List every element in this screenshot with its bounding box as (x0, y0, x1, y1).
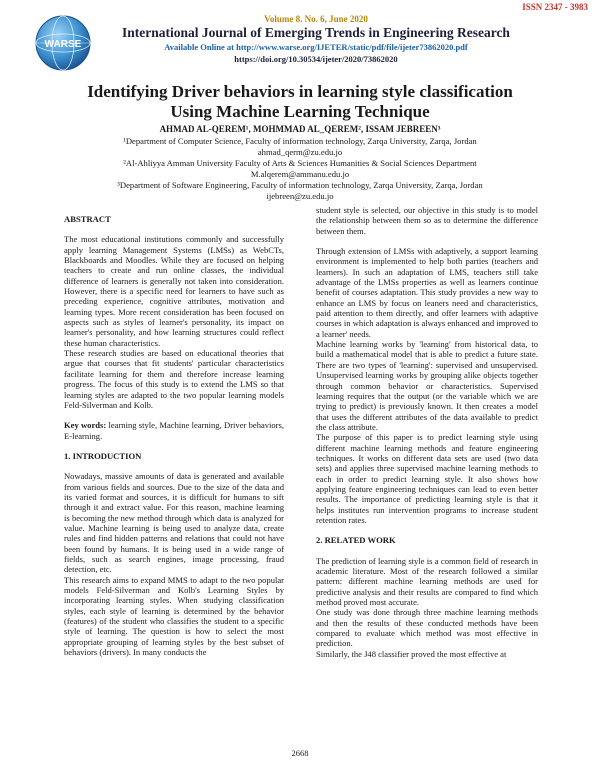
paper-title (40, 82, 560, 122)
doi-link[interactable]: https://doi.org/10.30534/ijeter/2020/73862020 (234, 54, 398, 64)
related-paragraph-3: Similarly, the J48 classifier proved the most effective at (316, 648, 507, 659)
warse-globe-logo-icon (34, 14, 92, 72)
keywords (64, 420, 284, 441)
affiliation-3-email[interactable]: ijebreen@zu.edu.jo (266, 190, 334, 201)
introduction-heading: 1. INTRODUCTION (64, 450, 142, 461)
affiliation-3-text: ³Department of Software Engineering, Faculty of information technology, Zarqa University, Zarqa, Jordan (117, 180, 483, 190)
affiliation-2 (40, 158, 560, 179)
affiliation-1 (40, 136, 560, 157)
right-paragraph-2: Machine learning works by 'learning' from historical data, to build a mathematical model that is able to predict a future state. There are two types of 'learning': supervised and unsupervised. Unsupervised learning works by grouping alike objects together through common behavior or characteristics. Supervised learning requires that the output (or the variable which we are trying to predict) is previously known. It then creates a model that uses the different attributes of the data available to predict the class attribute. (316, 339, 538, 432)
left-column (64, 214, 284, 657)
right-paragraph-0: student style is selected, our objective in this study is to model the relationship between them so as to determine the difference between them. (316, 205, 538, 236)
logo-text: WARSE (44, 39, 82, 50)
affiliation-1-email[interactable]: ahmad_qerm@zu.edu.jo (257, 146, 343, 157)
keywords-text: learning style, Machine learning, Driver behaviors, E-learning. (64, 420, 284, 441)
keywords-label: Key words: (64, 420, 107, 431)
intro-paragraph-1: Nowadays, massive amounts of data is generated and available from various fields and sources. Due to the size of the data and its varied format and sources, it is difficult for humans to sift through it and extract value. For this reason, machine learning is becoming the new method through which data is analyzed for value. Machine learning is being used to analyze data, create rules and find hidden patterns and relations that could not have been found by humans. It is being used in a wide range of fields, such as search engines, image processing, fraud detection, etc. (64, 471, 284, 575)
abstract-paragraph-1: The most educational institutions commonly and successfully apply learning Management Systems (LMSs) as WebCTs, Blackboards and Moodles. While they are focused on helping teachers to create and run online classes, the individual difference of learners is generally not taken into consideration. However, there is a specific need for learners to have such as preceding experience, cognitive attributes, motivation and learning types. More recent consideration has been focused on aspects such as styles of learner's personality, its impact on learner's personality, and how learning structures could reflect these human characteristics. (64, 234, 284, 348)
issn-label: ISSN 2347 - 3983 (522, 2, 588, 12)
right-paragraph-1: Through extension of LMSs with adaptively, a support learning environment is implemented to help both parties (teachers and learners). In such an adaptation of LMS, teachers still take advantage of the LMSs properties as well as learners continue benefit of courses adaptation. This study provides a new way to enhance an LMS by focus on leaners need and characteristics, paid attention to them directly, and offer learners with adaptive courses in which adaptation is always enhanced and improved to a learner' needs. (316, 246, 538, 339)
journal-title: International Journal of Emerging Trends in Engineering Research (122, 25, 510, 40)
affiliation-2-email[interactable]: M.alqerem@ammanu.edu.jo (250, 168, 350, 179)
page-number: 2668 (291, 748, 309, 758)
affiliation-1-text: ¹Department of Computer Science, Faculty of information technology, Zarqa University, Zarqa, Jordan (123, 136, 477, 146)
affiliation-3 (40, 180, 560, 201)
affiliation-2-text: ²Al-Ahliyya Amman University Faculty of Arts & Sciences Humanities & Social Sciences Department (123, 158, 477, 168)
related-paragraph-1: The prediction of learning style is a common field of research in academic literature. Most of the research followed a similar pattern: different machine learning methods are used for predictive analysis and their results are compared to find which method proved most accurate. (316, 555, 538, 608)
abstract-paragraph-2: These research studies are based on educational theories that argue that courses that fit students' particular characteristics facilitate learning for them and therefore increase learning progress. The focus of this study is to extend the LMS so that learning styles are adapted to the two popular learning models Feld-Silverman and Kolb. (64, 348, 284, 410)
right-paragraph-3: The purpose of this paper is to predict learning style using different machine learning methods and feature engineering techniques. It works on different data sets are used (two data sets) and applies three supervised machine learning methods to each in order to predict learning style. It also shows how applying feature engineering techniques can lead to even better results. The importance of predicting learning style is that it helps institutes run intervention programs to increase student retention rates. (316, 432, 538, 525)
abstract-heading: ABSTRACT (64, 214, 111, 224)
available-online-link[interactable]: Available Online at http://www.warse.org/IJETER/static/pdf/file/ijeter73862020.pdf (164, 42, 468, 52)
volume-line: Volume 8. No. 6, June 2020 (264, 14, 368, 24)
right-column (316, 205, 538, 659)
title-line-1: Identifying Driver behaviors in learning style classification (87, 82, 513, 101)
authors-line: AHMAD AL-QEREM¹, MOHMMAD AL_QEREM², ISSAM JEBREEN³ (159, 124, 441, 134)
related-paragraph-2: One study was done through three machine learning methods and then the results of these conducted methods have been compared to evaluate which method was most effective in prediction. (316, 607, 538, 649)
related-work-heading: 2. RELATED WORK (316, 535, 396, 546)
intro-paragraph-2: This research aims to expand MMS to adapt to the two popular models Feld-Silverman and Kolb's Learning Styles by incorporating learning styles. When studying classification styles, each style of learning is determined by the behavior (features) of the student who classifies the student to a specific style of learning. The question is how to select the most appropriate grouping of learning styles by the best subset of behaviors (drivers). In many conducts the (64, 574, 284, 658)
title-line-2: Using Machine Learning Technique (170, 102, 430, 121)
